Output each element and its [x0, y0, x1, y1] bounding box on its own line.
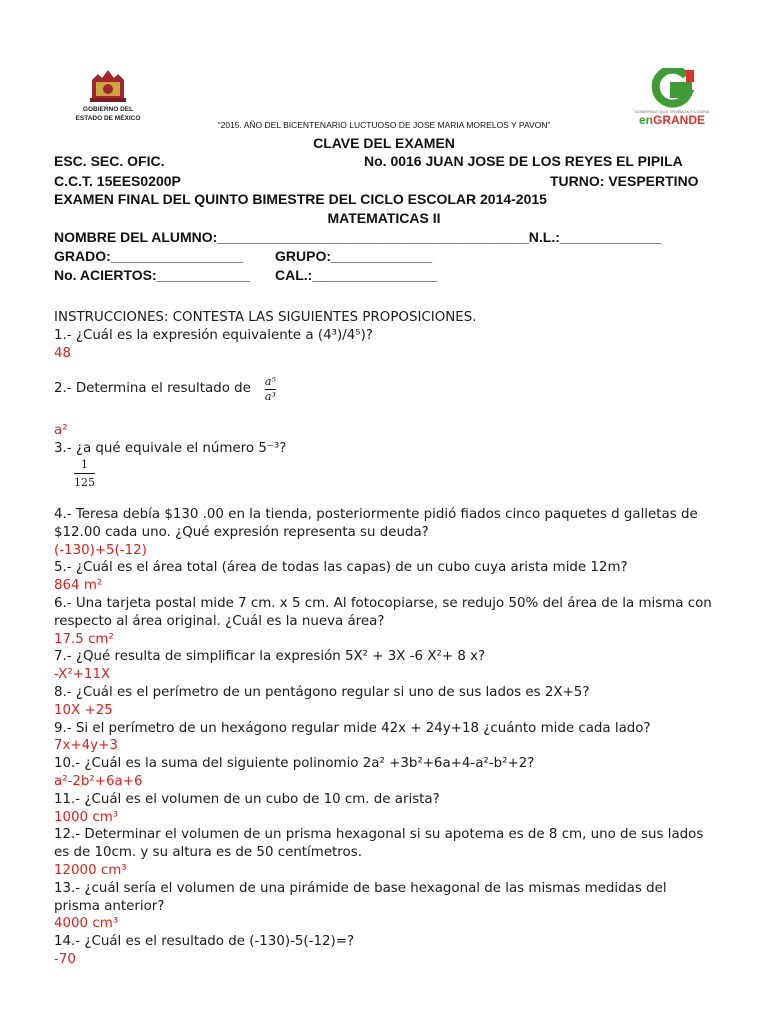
answer-7: -X²+11X: [54, 667, 111, 683]
answer-9: 7x+4y+3: [54, 738, 118, 754]
answer-3-numerator: 1: [81, 457, 88, 471]
answer-10: a²-2b²+6a+6: [54, 773, 143, 789]
answer-5: 864 m²: [54, 578, 103, 594]
brand-grande: GRANDE: [653, 113, 706, 127]
question-4: 4.- Teresa debía $130 .00 en la tienda, posteriormente pidió fiados cinco paquetes d galletas de $12.00 cada uno. ¿Qué expresión representa su deuda?: [54, 506, 698, 540]
question-5: 5.- ¿Cuál es el área total (área de todas las capas) de un cubo cuya arista mide 12m?: [54, 560, 628, 576]
question-10: 10.- ¿Cuál es la suma del siguiente polinomio 2a² +3b²+6a+4-a²-b²+2?: [54, 756, 535, 772]
answer-4: (-130)+5(-12): [54, 542, 147, 558]
question-12: 12.- Determinar el volumen de un prisma hexagonal si su apotema es de 8 cm, uno de sus lados es de 10cm. y su altura es de 50 centímetros.: [54, 827, 704, 861]
question-14: 14.- ¿Cuál es el resultado de (-130)-5(-12)=?: [54, 934, 355, 950]
cct: C.C.T. 15EES0200P: [54, 173, 181, 189]
gobierno-logo: [52, 68, 164, 122]
answer-1: 48: [54, 345, 72, 361]
answer-2: a²: [54, 423, 68, 439]
school-label: ESC. SEC. OFIC.: [54, 153, 165, 169]
question-8: 8.- ¿Cuál es el perímetro de un pentágono regular si uno de sus lados es 2X+5?: [54, 684, 590, 700]
exam-title: CLAVE DEL EXAMEN: [313, 135, 455, 151]
gobierno-text-2: ESTADO DE MÉXICO: [75, 115, 141, 122]
fraction-numerator: a⁵: [264, 374, 276, 388]
answer-13: 4000 cm³: [54, 916, 119, 932]
nombre-field: NOMBRE DEL ALUMNO:________________________________________N.L.:_____________: [54, 229, 662, 245]
aciertos-field: No. ACIERTOS:____________: [54, 267, 251, 283]
question-11: 11.- ¿Cuál es el volumen de un cubo de 10 cm. de arista?: [54, 791, 440, 807]
question-1: 1.- ¿Cuál es la expresión equivalente a (4³)/4⁵)?: [54, 327, 373, 343]
answer-12: 12000 cm³: [54, 862, 127, 878]
cal-field: CAL.:________________: [275, 267, 437, 283]
question-9: 9.- Si el perímetro de un hexágono regular mide 42x + 24y+18 ¿cuánto mide cada lado?: [54, 720, 651, 736]
motto: “2015. AÑO DEL BICENTENARIO LUCTUOSO DE JOSE MARIA MORELOS Y PAVON”: [217, 120, 551, 130]
gobierno-estado-mexico-emblem-icon: [88, 68, 128, 104]
grado-field: GRADO:_________________: [54, 248, 244, 264]
g-logo-icon: [648, 68, 696, 108]
turno: TURNO: VESPERTINO: [550, 173, 699, 189]
answer-11: 1000 cm³: [54, 809, 119, 825]
brand-en: en: [638, 113, 653, 127]
grupo-field: GRUPO:_____________: [275, 248, 433, 264]
school-name: No. 0016 JUAN JOSE DE LOS REYES EL PIPILA: [364, 153, 683, 169]
answer-8: 10X +25: [54, 702, 113, 718]
question-13: 13.- ¿cuál sería el volumen de una pirámide de base hexagonal de las mismas medidas del prisma anterior?: [54, 880, 667, 914]
question-2-row: [54, 368, 714, 410]
answer-3-fraction: [74, 458, 95, 489]
instructions: INSTRUCCIONES: CONTESTA LAS SIGUIENTES PROPOSICIONES.: [54, 310, 477, 325]
answer-6: 17.5 cm²: [54, 631, 114, 647]
answer-14: -70: [54, 951, 76, 967]
question-7: 7.- ¿Qué resulta de simplificar la expresión 5X² + 3X -6 X²+ 8 x?: [54, 649, 486, 665]
gobierno-text-1: GOBIERNO DEL: [82, 106, 134, 113]
question-2-fraction: [265, 376, 276, 403]
fraction-denominator: a³: [264, 389, 276, 403]
engrande-tagline: GOBIERNO QUE TRABAJA Y LOGRA: [634, 109, 710, 114]
answer-3-fraction-row: [54, 458, 714, 498]
exam-body: [54, 309, 714, 969]
subject: MATEMATICAS II: [327, 210, 441, 226]
question-2: 2.- Determina el resultado de: [54, 381, 251, 397]
question-3: 3.- ¿a qué equivale el número 5⁻³?: [54, 441, 287, 457]
exam-name: EXAMEN FINAL DEL QUINTO BIMESTRE DEL CICLO ESCOLAR 2014-2015: [54, 191, 547, 207]
answer-3-denominator: 125: [74, 475, 95, 489]
question-6: 6.- Una tarjeta postal mide 7 cm. x 5 cm. Al fotocopiarse, se redujo 50% del área de la misma con respecto al área original. ¿Cuál es la nueva área?: [54, 595, 712, 629]
engrande-logo: [632, 68, 712, 126]
